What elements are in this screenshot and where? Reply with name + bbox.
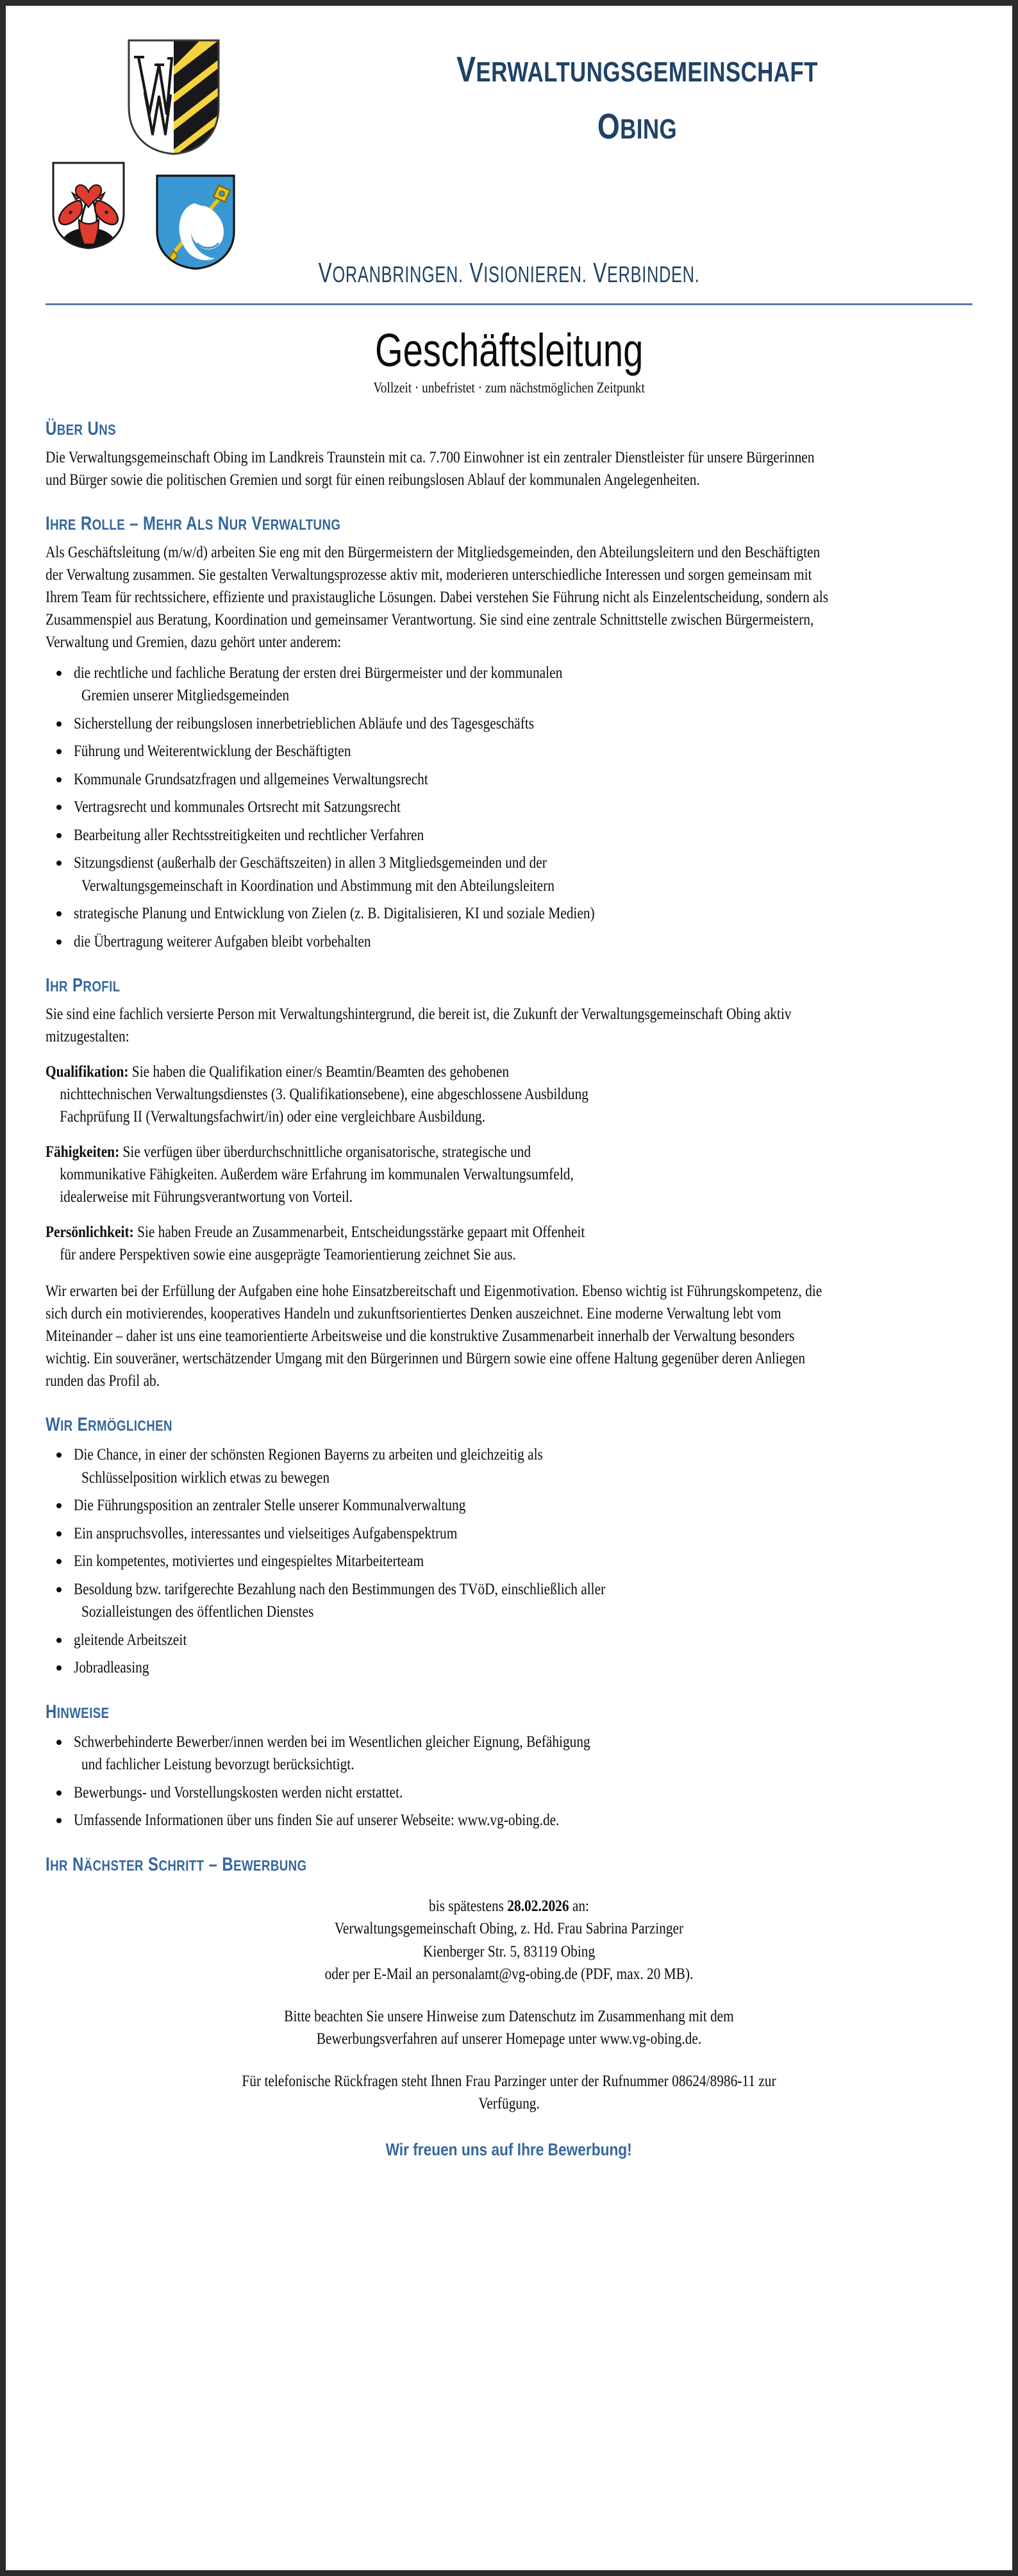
about-paragraph: Die Verwaltungsgemeinschaft Obing im Landkreis Traunstein mit ca. 7.700 Einwohner ist ein zentraler Dienstleister für unsere Bürgerinnen und Bürger sowie die politischen Gremien und sorgt für einen reibungslosen Ablauf der kommunalen Angelegenheiten. xyxy=(46,448,815,489)
list-item xyxy=(46,1781,972,1805)
bullet-text: Sicherstellung der reibungslosen innerbetrieblichen Abläufe und des Tagesgeschäfts xyxy=(74,714,535,732)
profile-item-persoenlichkeit xyxy=(46,1221,972,1266)
bullet-text: gleitende Arbeitszeit xyxy=(74,1631,187,1649)
list-item xyxy=(46,740,972,763)
list-item xyxy=(46,1809,972,1832)
bullet-text: Die Führungsposition an zentraler Stelle unserer Kommunalverwaltung xyxy=(74,1497,466,1515)
deadline-prefix: bis spätestens xyxy=(429,1897,508,1915)
profile-item-line2: für andere Perspektiven sowie eine ausgeprägte Teamorientierung zeichnet Sie aus. xyxy=(60,1246,516,1264)
bullet-text: Jobradleasing xyxy=(74,1659,149,1677)
apply-details xyxy=(46,1895,972,2116)
bullet-text: Umfassende Informationen über uns finden Sie auf unserer Webseite: www.vg-obing.de. xyxy=(74,1812,560,1830)
job-subtitle: Vollzeit · unbefristet · zum nächstmöglichen Zeitpunkt xyxy=(373,379,645,396)
section-about xyxy=(46,418,972,491)
coat-of-arms-group xyxy=(46,26,302,238)
bullet-text: Besoldung bzw. tarifgerechte Bezahlung nach den Bestimmungen des TVöD, einschließlich aller xyxy=(74,1580,606,1598)
apply-address: Kienberger Str. 5, 83119 Obing xyxy=(422,1942,596,1960)
profile-intro: Sie sind eine fachlich versierte Person mit Verwaltungshintergrund, die bereit ist, die Zukunft der Verwaltungsgemeinschaft Obing aktiv mitzugestalten: xyxy=(46,1006,792,1046)
page-header xyxy=(46,20,972,238)
pittenhart-coat-of-arms-icon xyxy=(154,174,237,270)
bullet-text: Sitzungsdienst (außerhalb der Geschäftszeiten) in allen 3 Mitgliedsgemeinden und der xyxy=(74,854,547,872)
list-item xyxy=(46,902,972,925)
kienberg-coat-of-arms-icon xyxy=(51,161,126,249)
phone-line-2: Verfügung. xyxy=(478,2095,540,2113)
list-item xyxy=(46,1656,972,1679)
section-heading-role: IHRE ROLLE – MEHR ALS NUR VERWALTUNG xyxy=(46,512,341,534)
bullet-text: strategische Planung und Entwicklung von Zielen (z. B. Digitalisieren, KI und soziale Medien) xyxy=(74,905,595,923)
bullet-text: Die Chance, in einer der schönsten Regionen Bayerns zu arbeiten und gleichzeitig als xyxy=(74,1446,543,1464)
apply-email-line[interactable]: oder per E-Mail an personalamt@vg-obing.de (PDF, max. 20 MB). xyxy=(324,1966,694,1983)
profile-item-label: Qualifikation: xyxy=(46,1063,129,1081)
bullet-continuation: Sozialleistungen des öffentlichen Dienstes xyxy=(81,1603,314,1621)
apply-recipient: Verwaltungsgemeinschaft Obing, z. Hd. Frau Sabrina Parzinger xyxy=(334,1920,684,1938)
privacy-line-2[interactable]: Bewerbungsverfahren auf unserer Homepage unter www.vg-obing.de. xyxy=(316,2030,702,2048)
section-profile xyxy=(46,975,972,1392)
closing-message: Wir freuen uns auf Ihre Bewerbung! xyxy=(385,2139,633,2159)
bullet-continuation: Gremien unserer Mitgliedsgemeinden xyxy=(81,687,290,705)
deadline-suffix: an: xyxy=(569,1897,589,1915)
list-item xyxy=(46,1522,972,1545)
section-heading-offer: WIR ERMÖGLICHEN xyxy=(46,1414,172,1436)
bullet-text: Kommunale Grundsatzfragen und allgemeines Verwaltungsrecht xyxy=(74,770,428,788)
section-heading-about: ÜBER UNS xyxy=(46,417,117,439)
organization-name-line1: VERWALTUNGSGEMEINSCHAFT xyxy=(456,49,818,89)
bullet-text: Schwerbehinderte Bewerber/innen werden bei im Wesentlichen gleicher Eignung, Befähigung xyxy=(74,1733,590,1751)
bullet-text: Vertragsrecht und kommunales Ortsrecht mit Satzungsrecht xyxy=(74,798,401,816)
bullet-text: Bearbeitung aller Rechtsstreitigkeiten und rechtlicher Verfahren xyxy=(74,826,424,844)
phone-line-1: Für telefonische Rückfragen steht Ihnen Frau Parzinger unter der Rufnummer 08624/8986-11 zur xyxy=(242,2072,776,2090)
list-item xyxy=(46,1444,972,1489)
organization-name-line2: OBING xyxy=(597,105,678,146)
profile-item-line1: Sie haben Freude an Zusammenarbeit, Entscheidungsstärke gepaart mit Offenheit xyxy=(133,1224,585,1242)
job-title-block xyxy=(46,327,972,396)
bullet-text: die rechtliche und fachliche Beratung der ersten drei Bürgermeister und der kommunalen xyxy=(74,664,563,682)
organization-title-block xyxy=(302,26,972,146)
closing-message-container xyxy=(46,2140,972,2160)
role-bullet-list xyxy=(46,662,972,954)
list-item xyxy=(46,768,972,791)
list-item xyxy=(46,1550,972,1573)
section-offer xyxy=(46,1414,972,1679)
list-item xyxy=(46,1731,972,1776)
notes-bullet-list xyxy=(46,1731,972,1832)
list-item xyxy=(46,930,972,954)
privacy-line-1: Bitte beachten Sie unsere Hinweise zum Datenschutz im Zusammenhang mit dem xyxy=(284,2007,734,2025)
profile-item-line1: Sie verfügen über überdurchschnittliche organisatorische, strategische und xyxy=(119,1143,531,1161)
bullet-text: Ein kompetentes, motiviertes und eingespieltes Mitarbeiterteam xyxy=(74,1553,424,1570)
list-item xyxy=(46,852,972,897)
organization-tagline: VORANBRINGEN. VISIONIEREN. VERBINDEN. xyxy=(318,257,700,289)
role-paragraph: Als Geschäftsleitung (m/w/d) arbeiten Sie eng mit den Bürgermeistern der Mitgliedsgemeinden, den Abteilungsleitern und den Beschäftigten der Verwaltung zusammen. Sie gestalten Verwaltungsprozesse aktiv mit, moderieren unterschiedliche Interessen und sorgen gemeinsam mit Ihrem Team für rechtssichere, effiziente und praxistaugliche Lösungen. Dabei verstehen Sie Führung nicht als Einzelentscheidung, sondern als Zusammenspiel aus Beratung, Koordination und gemeinsamer Verantwortung. Sie sind eine zentrale Schnittstelle zwischen Bürgermeistern, Verwaltung und Gremien, dazu gehört unter anderem: xyxy=(46,543,829,651)
deadline-date: 28.02.2026 xyxy=(507,1897,569,1915)
list-item xyxy=(46,1629,972,1652)
list-item xyxy=(46,662,972,707)
apply-deadline-line xyxy=(113,1895,905,1918)
profile-item-line3: idealerweise mit Führungsverantwortung von Vorteil. xyxy=(60,1188,353,1206)
profile-item-faehigkeiten xyxy=(46,1141,972,1208)
list-item xyxy=(46,712,972,736)
section-apply xyxy=(46,1854,972,2160)
profile-item-label: Persönlichkeit: xyxy=(46,1224,134,1242)
list-item xyxy=(46,796,972,819)
profile-item-line2: nichttechnischen Verwaltungsdienstes (3. Qualifikationsebene), eine abgeschlossene Ausbildung xyxy=(60,1086,588,1104)
list-item xyxy=(46,824,972,847)
section-role xyxy=(46,513,972,954)
bullet-continuation: Verwaltungsgemeinschaft in Koordination und Abstimmung mit den Abteilungsleitern xyxy=(81,877,555,895)
section-notes xyxy=(46,1701,972,1832)
job-title: Geschäftsleitung xyxy=(374,325,644,376)
profile-closing-paragraph: Wir erwarten bei der Erfüllung der Aufgaben eine hohe Einsatzbereitschaft und Eigenmotivation. Ebenso wichtig ist Führungskompetenz, die sich durch ein motivierendes, kooperatives Handeln und zukunftsorientiertes Denken auszeichnet. Eine moderne Verwaltung lebt vom Miteinander – daher ist uns eine teamorientierte Arbeitsweise und die konstruktive Zusammenarbeit innerhalb der Verwaltung besonders wichtig. Ein souveräner, wertschätzender Umgang mit den Bürgerinnen und Bürgern sowie eine offene Haltung gegenüber deren Anliegen runden das Profil ab. xyxy=(46,1283,822,1390)
obing-coat-of-arms-icon xyxy=(126,38,222,156)
section-heading-apply: IHR NÄCHSTER SCHRITT – BEWERBUNG xyxy=(46,1853,307,1875)
bullet-text: Bewerbungs- und Vorstellungskosten werden nicht erstattet. xyxy=(74,1783,403,1801)
bullet-continuation: Schlüsselposition wirklich etwas zu bewegen xyxy=(81,1469,330,1486)
profile-item-line2: kommunikative Fähigkeiten. Außerdem wäre Erfahrung im kommunalen Verwaltungsumfeld, xyxy=(60,1166,574,1184)
offer-bullet-list xyxy=(46,1444,972,1679)
profile-item-line1: Sie haben die Qualifikation einer/s Beamtin/Beamten des gehobenen xyxy=(128,1063,510,1081)
section-heading-notes: HINWEISE xyxy=(46,1701,110,1722)
header-divider xyxy=(46,303,972,305)
bullet-text: Ein anspruchsvolles, interessantes und vielseitiges Aufgabenspektrum xyxy=(74,1524,458,1542)
bullet-text: die Übertragung weiterer Aufgaben bleibt vorbehalten xyxy=(74,932,371,950)
section-heading-profile: IHR PROFIL xyxy=(46,975,121,997)
profile-item-label: Fähigkeiten: xyxy=(46,1143,120,1161)
bullet-text: Führung und Weiterentwicklung der Beschäftigten xyxy=(74,743,351,761)
list-item xyxy=(46,1578,972,1624)
bullet-continuation: und fachlicher Leistung bevorzugt berücksichtigt. xyxy=(81,1756,355,1774)
profile-item-line3: Fachprüfung II (Verwaltungsfachwirt/in) oder eine vergleichbare Ausbildung. xyxy=(60,1108,486,1126)
profile-item-qualifikation xyxy=(46,1061,972,1128)
list-item xyxy=(46,1494,972,1517)
